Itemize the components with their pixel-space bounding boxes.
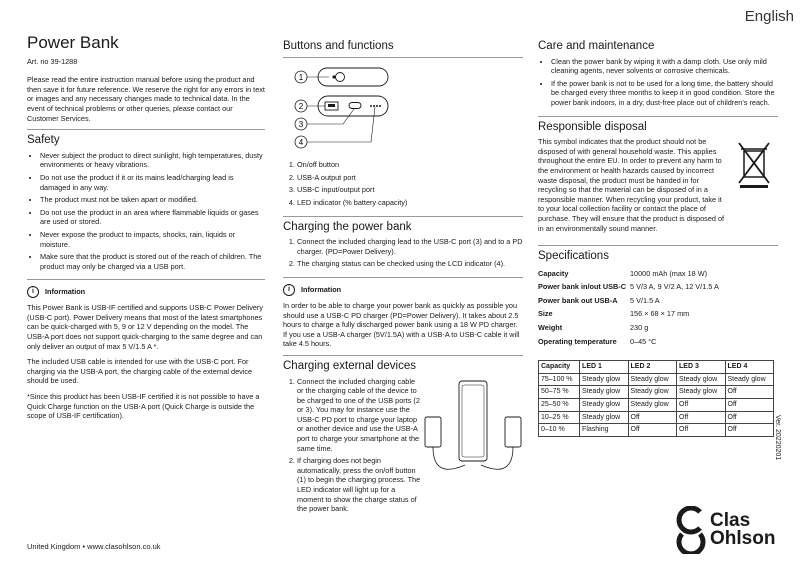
table-row [538,307,778,321]
brand-mark-icon [676,506,706,554]
divider [538,245,778,246]
divider [283,57,523,58]
callout-number: 3 [298,119,304,129]
info-icon: i [27,286,39,298]
intro-text: Please read the entire instruction manual before using the product and then save it for future reference. We reserve the right for any errors in text or images and any necessary changes made to technical data. In the event of technical problems or other queries, please contact our Customer Services. [27,75,265,123]
list-item: 4. LED indicator (% battery capacity) [297,198,523,208]
care-heading: Care and maintenance [538,40,655,52]
spec-value: 5 V/1.5 A [630,295,660,305]
specifications-heading: Specifications [538,250,609,263]
list-item: 1. Connect the included charging cable or the charging cable of the device to be charged to one of the USB ports (2 or 3). You may for instance use the USB-C PD port to charge your laptop or another device and use the USB-A port to charge your smartphone at the same time. [297,377,421,454]
table-cell: Steady glow [580,386,628,399]
information-paragraph: In order to be able to charge your power bank as quickly as possible you should use a USB-C PD charger (PD=Power Delivery). It takes about 2.5 hours to charge a fully discharged power bank using a 18 W PD charger. If you use a USB-A charger (5V/1.5A) with a USB-A to USB-C cable it will take 4.5 hours. [283,300,520,349]
column-left [27,33,265,427]
table-row [539,399,774,412]
spec-key: Power bank out USB-A [538,295,618,305]
safety-heading: Safety [27,134,60,147]
info-icon: i [283,284,295,296]
callout-number: 1 [298,72,304,82]
table-cell: Off [725,424,774,437]
disposal-block [538,137,778,239]
table-cell: 75–100 % [539,373,580,386]
table-cell: Off [677,399,725,412]
column-middle [283,38,523,522]
table-cell: Off [725,386,774,399]
column-header: LED 4 [725,361,774,374]
information-paragraph: The included USB cable is intended for use with the USB-C port. For charging via the USB-A port, the charging cable of the external device should be used. [27,357,253,386]
charging-external-list [283,377,421,514]
spec-value: 230 g [630,323,649,333]
led-table [538,360,774,437]
version-label: Ver. 20220201 [774,415,781,461]
table-row [538,280,778,294]
table-row [538,335,778,349]
list-item: 2. The charging status can be checked using the LCD indicator (4). [297,259,523,269]
table-cell: 0–10 % [539,424,580,437]
spec-value: 156 × 68 × 17 mm [630,309,690,319]
footer: United Kingdom • www.clasohlson.co.uk [27,542,161,551]
brand-logo [676,506,775,554]
table-cell: Steady glow [628,373,676,386]
column-header: LED 1 [580,361,628,374]
brand-name-line2: Ohlson [710,528,776,549]
brand-name [710,512,775,548]
table-cell: Steady glow [677,386,725,399]
divider [27,279,265,280]
callout-number: 4 [298,137,304,147]
information-paragraph: This Power Bank is USB-IF certified and supports USB-C Power Delivery (USB-C port). Power Delivery means that most of the latest smartphones can be quick-charged with 5, 9 or 12 V depending on the model. The USB-A port does not support quick-charging to the same degree and can only deliver an output of max 5 V/1.5 A *. [27,303,264,351]
information-header [27,286,265,298]
spec-key: Weight [538,323,563,333]
usb-c-port-icon [349,102,361,108]
charging-power-bank-heading: Charging the power bank [283,220,412,233]
disposal-text: This symbol indicates that the product should not be disposed of with general household waste. This applies throughout the entire EU. In order to prevent any harm to the environment or health hazards caused by incorrect waste disposal, the product must be handed in for recycling so that the material can be disposed of in a responsible manner. When recycling your product, take it to your local collection facility or contact the place of purchase. They will ensure that the product is disposed of in an environmentally sound manner. [538,137,725,233]
column-header: Capacity [539,361,580,374]
divider [283,216,523,217]
information-header [283,284,523,296]
table-cell: Steady glow [725,373,774,386]
table-cell: Flashing [580,424,628,437]
led-dot [373,105,375,107]
table-cell: Steady glow [628,399,676,412]
list-item: 3. USB-C input/output port [297,185,523,195]
charging-external-block [283,377,523,514]
list-item: • Clean the power bank by wiping it with a damp cloth. Use only mild cleaning agents, never solvents or corrosive chemicals. [551,57,778,76]
led-dot [379,105,381,107]
table-header-row [539,361,774,374]
information-heading: Information [45,287,86,297]
table-row [539,411,774,424]
list-item: • If the power bank is not to be used for a long time, the battery should be charged every three months to keep it in good condition. Store the power bank indoors, in a dry, dust-free place out of children’s reach. [551,79,778,108]
column-right [538,38,778,437]
usb-a-port-tongue [328,104,335,107]
power-button-icon [336,72,345,81]
table-row [538,267,778,281]
column-header: LED 3 [677,361,725,374]
cable-left [433,447,465,469]
article-number: Art. no 39-1288 [27,56,78,66]
callout-line [307,107,375,142]
information-heading: Information [301,285,342,295]
table-row [539,424,774,437]
callout-line [307,109,354,124]
spec-value: 0–45 °C [630,336,657,346]
phone-right-icon [505,417,521,447]
table-cell: Off [677,411,725,424]
spec-value: 5 V/3 A, 9 V/2 A, 12 V/1.5 A [630,282,719,292]
list-item: 2. If charging does not begin automatically, press the on/off button (1) to begin the charging process. The LED indicator will light up for a moment to show the charge status of the power bank. [297,456,421,514]
brand-name-line1: Clas [710,510,751,531]
divider [283,355,523,356]
list-item: 1. On/off button [297,160,523,170]
power-bank-face [462,385,484,457]
information-paragraph: *Since this product has been USB-IF certified it is not possible to have a Quick Charge function on the USB-A port (Quick Charge is outside the scope of USB-IF certification). [27,392,260,421]
table-cell: Off [628,411,676,424]
divider [283,277,523,278]
phone-left-icon [425,417,441,447]
list-item: • Do not use the product in an area where flammable liquids or gases are used or stored. [40,208,265,227]
buttons-heading: Buttons and functions [283,40,394,52]
list-item: • The product must not be taken apart or modified. [40,195,265,205]
list-item: 2. USB-A output port [297,173,523,183]
divider [538,116,778,117]
led-dot [370,105,372,107]
table-row [539,373,774,386]
table-cell: 10–25 % [539,411,580,424]
table-cell: Steady glow [580,399,628,412]
spec-value: 10000 mAh (max 18 W) [630,268,708,278]
table-cell: 50–75 % [539,386,580,399]
list-item: • Do not use the product if it or its mains lead/charging lead is damaged in any way. [40,173,265,192]
list-item: 1. Connect the included charging lead to the USB-C port (3) and to a PD charger. (PD=Power Delivery). [297,237,523,256]
table-cell: Off [677,424,725,437]
list-item: • Make sure that the product is stored out of the reach of children. The product may only be charged via a USB port. [40,252,265,271]
table-cell: Steady glow [677,373,725,386]
spec-key: Size [538,309,553,319]
power-bank-illustration [459,381,487,461]
specifications-table [538,267,778,349]
column-header: LED 2 [628,361,676,374]
charging-external-heading: Charging external devices [283,359,416,372]
power-button-dot [332,75,335,78]
buttons-list [283,160,523,207]
care-list [538,57,778,108]
table-cell: Off [628,424,676,437]
table-cell: Off [725,411,774,424]
table-cell: Steady glow [628,386,676,399]
list-item: • Never subject the product to direct sunlight, high temperatures, dusty environments or heavy vibrations. [40,151,265,170]
charging-illustration [423,377,523,497]
spec-key: Capacity [538,268,569,278]
table-cell: Steady glow [580,411,628,424]
table-cell: Off [725,399,774,412]
led-dot [376,105,378,107]
list-item: • Never expose the product to impacts, shocks, rain, liquids or moisture. [40,230,265,249]
cable-right [481,447,513,469]
language-label: English [744,8,794,25]
spec-key: Operating temperature [538,336,617,346]
table-row [538,321,778,335]
divider [27,129,265,130]
disposal-heading: Responsible disposal [538,120,647,133]
table-cell: 25–50 % [539,399,580,412]
spec-key: Power bank in/out USB-C [538,282,626,292]
callout-number: 2 [298,101,304,111]
weee-bin-icon [734,141,774,189]
charging-power-bank-list [283,237,523,269]
table-row [538,294,778,308]
power-bank-diagram [283,64,523,156]
safety-list [27,151,265,272]
table-row [539,386,774,399]
page-title: Power Bank [27,33,119,52]
table-cell: Steady glow [580,373,628,386]
